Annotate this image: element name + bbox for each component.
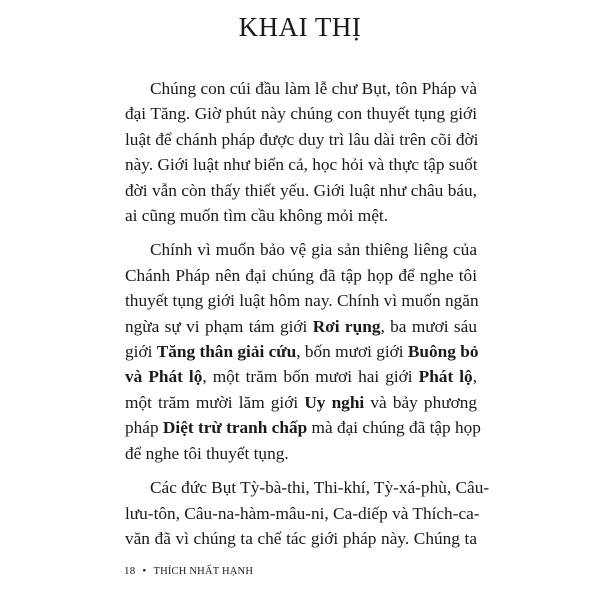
text-run: Chánh Pháp nên đại chúng đã tập họp để nghe tôi: [125, 265, 477, 285]
text-run: ngừa sự vi phạm tám giới: [125, 316, 313, 336]
text-line: [125, 364, 477, 389]
text-line: [125, 76, 477, 101]
text-line: [125, 263, 477, 288]
text-line: [125, 441, 477, 466]
text-run: giới: [125, 342, 157, 362]
text-run: mà đại chúng đã tập họp: [307, 418, 481, 438]
text-line: [125, 501, 480, 526]
text-run: để nghe tôi thuyết tụng.: [125, 443, 289, 463]
page-footer: [124, 565, 253, 577]
text-run: , bốn mươi giới: [296, 342, 408, 362]
text-run: Các đức Bụt Tỳ-bà-thi, Thi-khí, Tỳ-xá-phù, Câu-: [150, 478, 490, 498]
bold-term: và Phát lộ: [125, 367, 203, 387]
chapter-title: KHAI THỊ: [238, 12, 362, 42]
text-run: đại Tăng. Giờ phút này chúng con thuyết tụng giới: [125, 104, 477, 124]
text-line: [125, 390, 477, 415]
text-run: thuyết tụng giới luật hôm nay. Chính vì muốn ngăn: [125, 291, 479, 311]
text-line: [125, 101, 477, 126]
text-line: [125, 314, 477, 339]
text-run: pháp: [125, 418, 163, 438]
text-run: ai cũng muốn tìm cầu không mỏi mệt.: [125, 206, 389, 226]
text-run: luật để chánh pháp được duy trì lâu dài trên cõi đời: [125, 129, 479, 149]
text-run: ,: [472, 367, 478, 387]
separator-bullet: •: [142, 565, 147, 577]
body-text: [125, 76, 490, 560]
text-run: và bảy phương: [364, 392, 478, 412]
page-number: 18: [124, 565, 136, 577]
bold-term: Uy nghi: [304, 392, 365, 412]
author-name: THÍCH NHẤT HẠNH: [153, 566, 254, 577]
paragraph: [125, 475, 490, 551]
text-run: , một trăm bốn mươi hai giới: [202, 367, 419, 387]
text-line: [125, 237, 477, 262]
text-run: một trăm mười lăm giới: [125, 392, 305, 412]
text-run: lưu-tôn, Câu-na-hàm-mâu-ni, Ca-diếp và Thích-ca-: [125, 503, 480, 523]
paragraph: [125, 76, 477, 228]
bold-term: Buông bỏ: [407, 342, 479, 362]
text-run: Chúng con cúi đầu làm lễ chư Bụt, tôn Pháp và: [150, 79, 477, 98]
text-line: [125, 152, 477, 177]
text-line: [125, 178, 477, 203]
text-line: [125, 415, 481, 440]
text-line: [125, 127, 477, 152]
text-line: [125, 526, 477, 551]
text-line: [125, 203, 477, 228]
text-run: , ba mươi sáu: [380, 316, 477, 336]
paragraph: [125, 237, 481, 466]
bold-term: Rơi rụng: [312, 316, 381, 336]
bold-term: Phát lộ: [418, 367, 473, 387]
text-run: văn đã vì chúng ta chế tác giới pháp này. Chúng ta: [125, 528, 477, 548]
bold-term: Tăng thân giải cứu: [156, 342, 297, 362]
text-line: [125, 475, 490, 500]
text-line: [125, 288, 477, 313]
text-run: Chính vì muốn bảo vệ gia sản thiêng liêng của: [150, 240, 477, 260]
bold-term: Diệt trừ tranh chấp: [162, 418, 308, 438]
text-run: đời vẫn còn thấy thiết yếu. Giới luật như châu báu,: [125, 180, 477, 200]
text-line: [125, 339, 477, 364]
text-run: này. Giới luật như biển cả, học hỏi và thực tập suốt: [125, 155, 478, 175]
